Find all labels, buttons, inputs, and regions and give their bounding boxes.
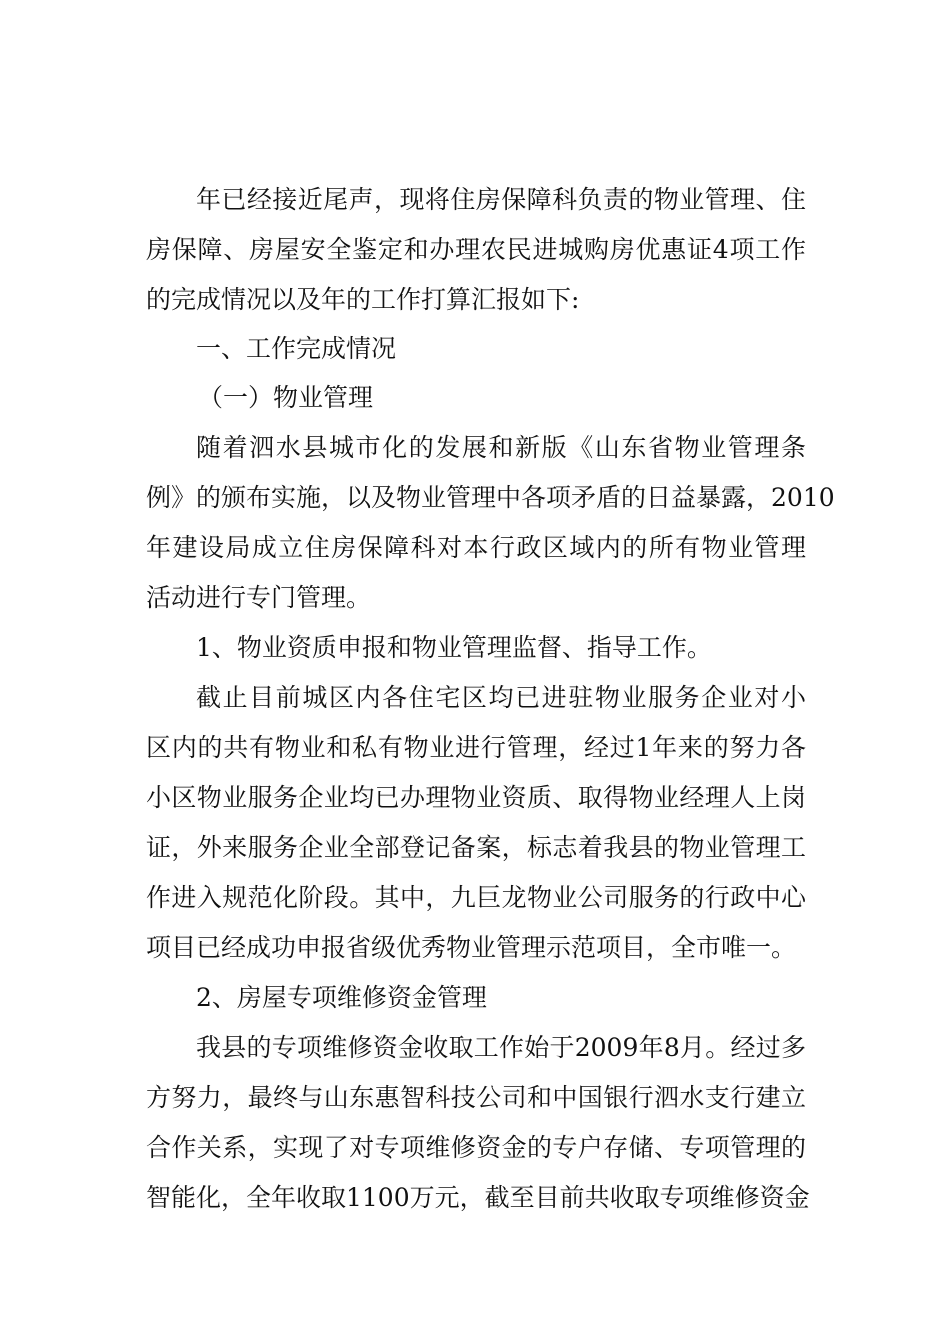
section-heading: 一、工作完成情况 [196,334,397,363]
property-line-1: 随着泗水县城市化的发展和新版《山东省物业管理条 [196,433,806,462]
fund-line-2: 方努力，最终与山东惠智科技公司和中国银行泗水支行建立 [146,1083,806,1112]
qualification-line-3: 小区物业服务企业均已办理物业资质、取得物业经理人上岗 [146,783,806,812]
intro-line-1: 年已经接近尾声，现将住房保障科负责的物业管理、住 [196,185,806,214]
intro-line-3: 的完成情况以及年的工作打算汇报如下: [146,285,580,314]
qualification-line-1: 截止目前城区内各住宅区均已进驻物业服务企业对小 [196,683,806,712]
fund-line-3: 合作关系，实现了对专项维修资金的专户存储、专项管理的 [146,1133,806,1162]
item-heading-2: 2、房屋专项维修资金管理 [196,983,487,1012]
qualification-line-6: 项目已经成功申报省级优秀物业管理示范项目，全市唯一。 [146,933,797,962]
item-heading-1: 1、物业资质申报和物业管理监督、指导工作。 [196,633,712,662]
property-line-4: 活动进行专门管理。 [146,583,372,612]
qualification-line-5: 作进入规范化阶段。其中，九巨龙物业公司服务的行政中心 [146,883,806,912]
property-line-3: 年建设局成立住房保障科对本行政区域内的所有物业管理 [146,533,806,562]
fund-line-1: 我县的专项维修资金收取工作始于2009年8月。经过多 [196,1033,806,1062]
fund-line-4: 智能化，全年收取1100万元，截至目前共收取专项维修资金 [146,1183,810,1212]
intro-line-2: 房保障、房屋安全鉴定和办理农民进城购房优惠证4项工作 [146,235,806,264]
subsection-heading: （一）物业管理 [198,383,374,412]
qualification-line-2: 区内的共有物业和私有物业进行管理，经过1年来的努力各 [146,733,806,762]
property-line-2: 例》的颁布实施，以及物业管理中各项矛盾的日益暴露，2010 [146,483,835,512]
qualification-line-4: 证，外来服务企业全部登记备案，标志着我县的物业管理工 [146,833,806,862]
